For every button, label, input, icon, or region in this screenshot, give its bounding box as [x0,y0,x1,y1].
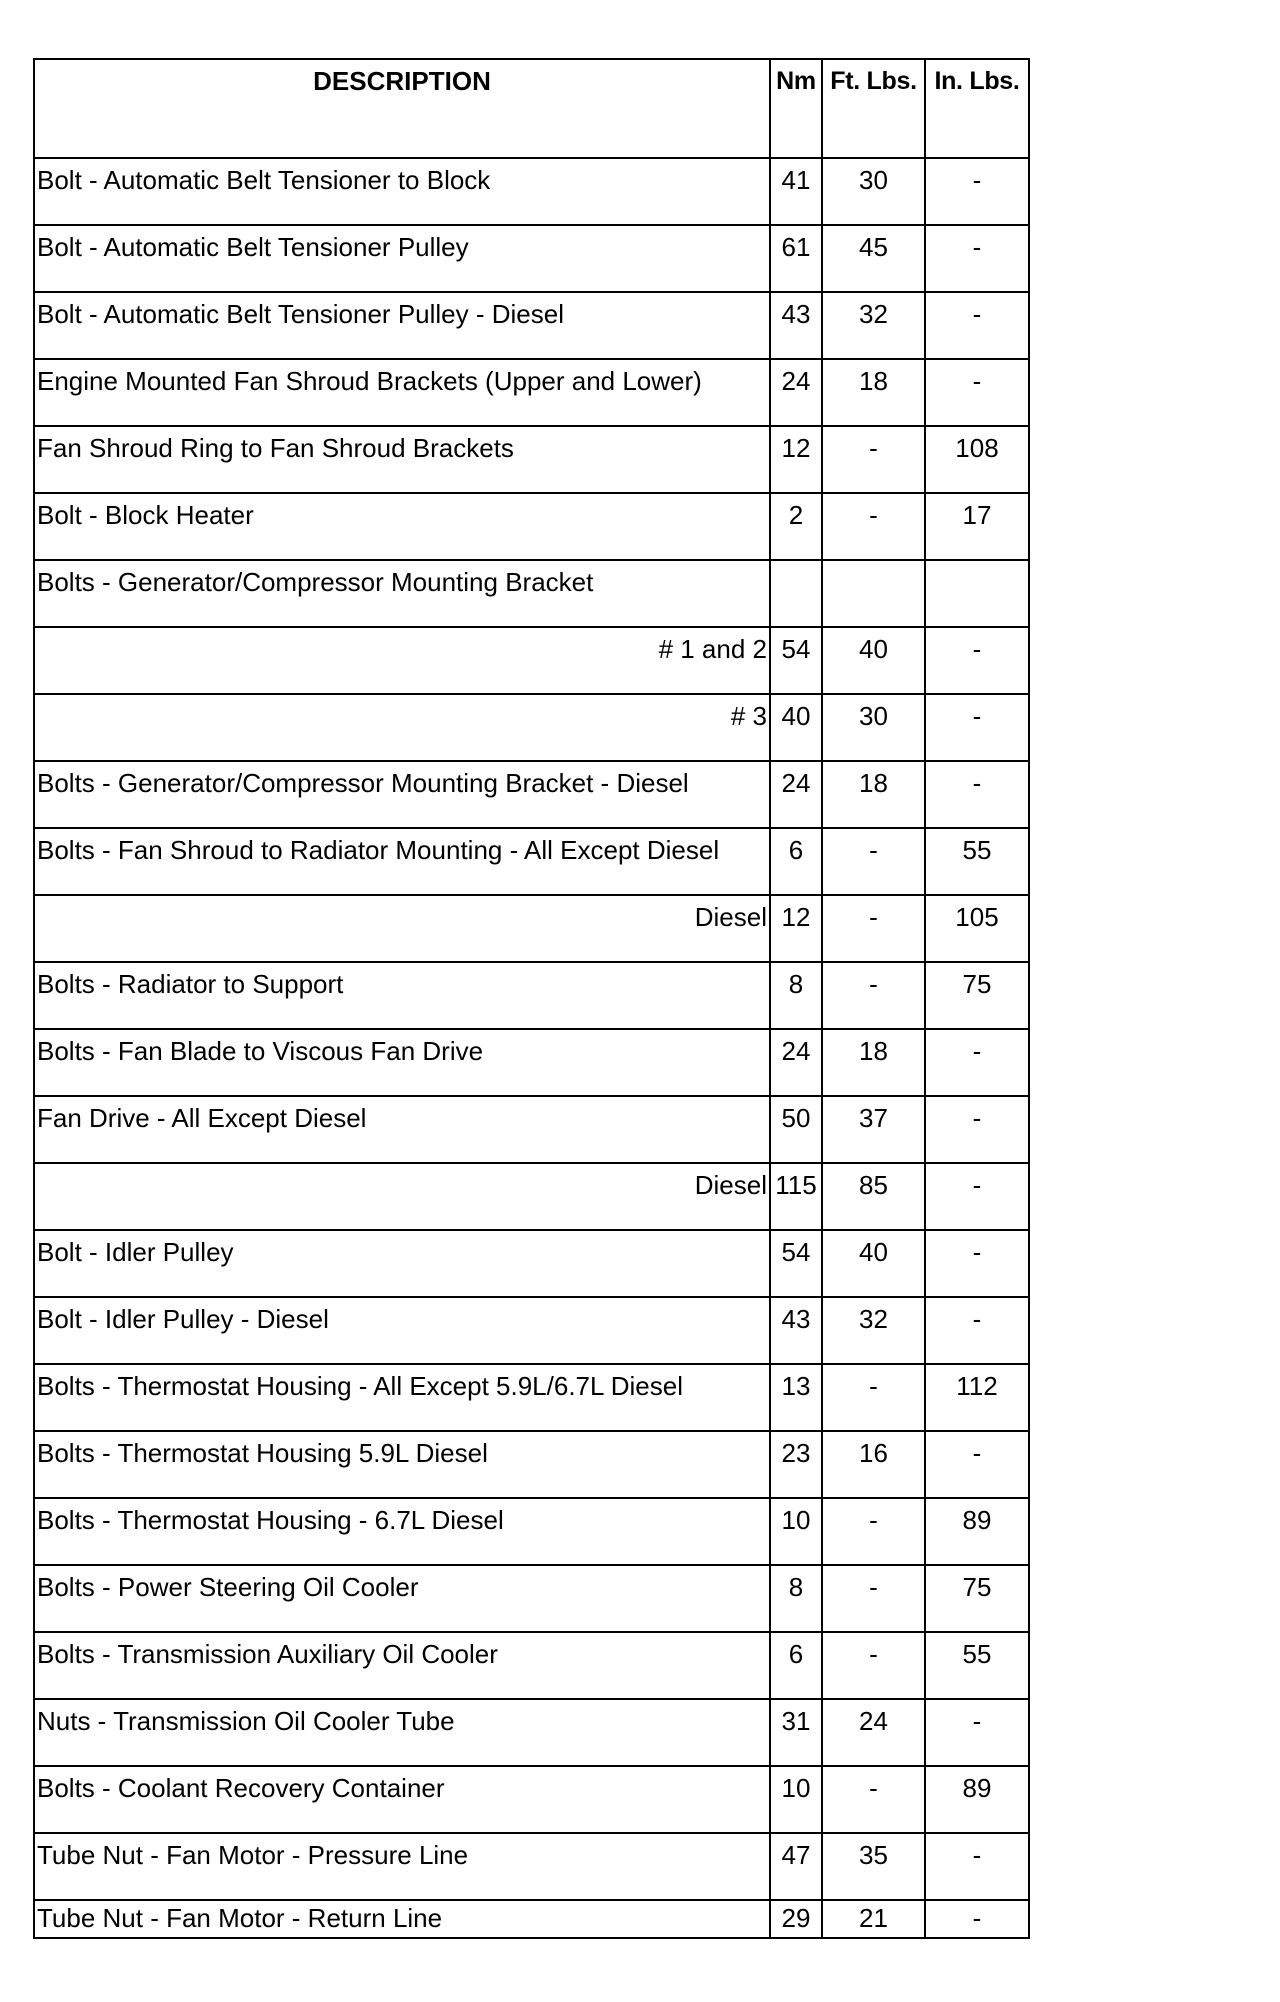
ft-lbs-cell: 37 [822,1096,925,1163]
description-cell: Engine Mounted Fan Shroud Brackets (Upper and Lower) [34,359,770,426]
in-lbs-cell: - [925,1029,1029,1096]
in-lbs-cell: 108 [925,426,1029,493]
table-row [34,1699,1029,1766]
description-cell: Bolts - Generator/Compressor Mounting Bracket [34,560,770,627]
nm-cell [770,560,822,627]
nm-cell: 24 [770,1029,822,1096]
nm-cell: 31 [770,1699,822,1766]
in-lbs-cell: 75 [925,962,1029,1029]
in-lbs-cell: 112 [925,1364,1029,1431]
nm-cell: 40 [770,694,822,761]
description-cell: Bolts - Thermostat Housing 5.9L Diesel [34,1431,770,1498]
ft-lbs-cell: - [822,493,925,560]
ft-lbs-cell: 40 [822,627,925,694]
nm-cell: 6 [770,828,822,895]
nm-cell: 29 [770,1900,822,1938]
table-header-row [34,59,1029,158]
description-cell: Fan Drive - All Except Diesel [34,1096,770,1163]
ft-lbs-cell: 35 [822,1833,925,1900]
nm-cell: 10 [770,1498,822,1565]
in-lbs-cell: - [925,1699,1029,1766]
nm-cell: 50 [770,1096,822,1163]
nm-cell: 2 [770,493,822,560]
ft-lbs-cell: 18 [822,359,925,426]
in-lbs-cell: 89 [925,1766,1029,1833]
table-row [34,694,1029,761]
nm-cell: 8 [770,1565,822,1632]
description-cell: # 3 [34,694,770,761]
ft-lbs-cell [822,560,925,627]
description-cell: Bolt - Idler Pulley - Diesel [34,1297,770,1364]
description-cell: Bolt - Block Heater [34,493,770,560]
table-row [34,493,1029,560]
table-row [34,560,1029,627]
column-header-description: DESCRIPTION [34,59,770,158]
description-cell: Bolts - Power Steering Oil Cooler [34,1565,770,1632]
ft-lbs-cell: 40 [822,1230,925,1297]
table-row [34,1498,1029,1565]
table-row [34,1900,1029,1938]
nm-cell: 115 [770,1163,822,1230]
ft-lbs-cell: - [822,1565,925,1632]
ft-lbs-cell: 18 [822,761,925,828]
nm-cell: 61 [770,225,822,292]
nm-cell: 10 [770,1766,822,1833]
ft-lbs-cell: 24 [822,1699,925,1766]
ft-lbs-cell: - [822,1498,925,1565]
description-cell: Bolt - Idler Pulley [34,1230,770,1297]
in-lbs-cell: - [925,225,1029,292]
ft-lbs-cell: - [822,962,925,1029]
description-cell: Nuts - Transmission Oil Cooler Tube [34,1699,770,1766]
in-lbs-cell: - [925,158,1029,225]
ft-lbs-cell: - [822,895,925,962]
in-lbs-cell: - [925,359,1029,426]
table-row [34,426,1029,493]
ft-lbs-cell: 21 [822,1900,925,1938]
in-lbs-cell: - [925,1297,1029,1364]
ft-lbs-cell: - [822,426,925,493]
ft-lbs-cell: - [822,1364,925,1431]
nm-cell: 41 [770,158,822,225]
nm-cell: 24 [770,761,822,828]
table-row [34,761,1029,828]
table-row [34,158,1029,225]
ft-lbs-cell: 45 [822,225,925,292]
ft-lbs-cell: 32 [822,1297,925,1364]
column-header-nm: Nm [770,59,822,158]
ft-lbs-cell: - [822,1632,925,1699]
description-cell: Bolts - Radiator to Support [34,962,770,1029]
description-cell: Bolt - Automatic Belt Tensioner Pulley - Diesel [34,292,770,359]
ft-lbs-cell: 18 [822,1029,925,1096]
table-row [34,962,1029,1029]
description-cell: Bolts - Generator/Compressor Mounting Bracket - Diesel [34,761,770,828]
in-lbs-cell: - [925,1431,1029,1498]
nm-cell: 54 [770,1230,822,1297]
nm-cell: 23 [770,1431,822,1498]
in-lbs-cell: - [925,1163,1029,1230]
description-cell: Bolt - Automatic Belt Tensioner to Block [34,158,770,225]
in-lbs-cell: - [925,694,1029,761]
description-cell: Tube Nut - Fan Motor - Pressure Line [34,1833,770,1900]
in-lbs-cell: - [925,1230,1029,1297]
nm-cell: 24 [770,359,822,426]
table-row [34,895,1029,962]
ft-lbs-cell: - [822,1766,925,1833]
table-row [34,1297,1029,1364]
table-row [34,1565,1029,1632]
nm-cell: 43 [770,292,822,359]
description-cell: Diesel [34,895,770,962]
in-lbs-cell: 105 [925,895,1029,962]
description-cell: Bolts - Thermostat Housing - 6.7L Diesel [34,1498,770,1565]
in-lbs-cell: 75 [925,1565,1029,1632]
description-cell: Bolts - Coolant Recovery Container [34,1766,770,1833]
ft-lbs-cell: 30 [822,158,925,225]
table-row [34,1096,1029,1163]
description-cell: Bolt - Automatic Belt Tensioner Pulley [34,225,770,292]
nm-cell: 6 [770,1632,822,1699]
table-row [34,1431,1029,1498]
in-lbs-cell: - [925,627,1029,694]
column-header-in-lbs: In. Lbs. [925,59,1029,158]
table-row [34,1632,1029,1699]
in-lbs-cell: - [925,1833,1029,1900]
column-header-ft-lbs: Ft. Lbs. [822,59,925,158]
nm-cell: 12 [770,426,822,493]
table-row [34,1766,1029,1833]
table-row [34,1833,1029,1900]
ft-lbs-cell: 16 [822,1431,925,1498]
in-lbs-cell: 55 [925,828,1029,895]
description-cell: Diesel [34,1163,770,1230]
in-lbs-cell [925,560,1029,627]
torque-specification-table [33,58,1030,1939]
nm-cell: 8 [770,962,822,1029]
in-lbs-cell: - [925,761,1029,828]
table-row [34,627,1029,694]
description-cell: Tube Nut - Fan Motor - Return Line [34,1900,770,1938]
table-row [34,1230,1029,1297]
nm-cell: 12 [770,895,822,962]
in-lbs-cell: - [925,292,1029,359]
nm-cell: 13 [770,1364,822,1431]
in-lbs-cell: 17 [925,493,1029,560]
description-cell: Bolts - Fan Blade to Viscous Fan Drive [34,1029,770,1096]
nm-cell: 54 [770,627,822,694]
description-cell: # 1 and 2 [34,627,770,694]
ft-lbs-cell: 85 [822,1163,925,1230]
in-lbs-cell: 55 [925,1632,1029,1699]
table-row [34,828,1029,895]
description-cell: Bolts - Thermostat Housing - All Except 5.9L/6.7L Diesel [34,1364,770,1431]
table-row [34,1163,1029,1230]
table-row [34,292,1029,359]
in-lbs-cell: - [925,1900,1029,1938]
description-cell: Bolts - Transmission Auxiliary Oil Cooler [34,1632,770,1699]
in-lbs-cell: - [925,1096,1029,1163]
nm-cell: 43 [770,1297,822,1364]
ft-lbs-cell: - [822,828,925,895]
table-row [34,1364,1029,1431]
ft-lbs-cell: 32 [822,292,925,359]
description-cell: Bolts - Fan Shroud to Radiator Mounting - All Except Diesel [34,828,770,895]
table-row [34,225,1029,292]
description-cell: Fan Shroud Ring to Fan Shroud Brackets [34,426,770,493]
table-row [34,359,1029,426]
ft-lbs-cell: 30 [822,694,925,761]
nm-cell: 47 [770,1833,822,1900]
table-row [34,1029,1029,1096]
in-lbs-cell: 89 [925,1498,1029,1565]
